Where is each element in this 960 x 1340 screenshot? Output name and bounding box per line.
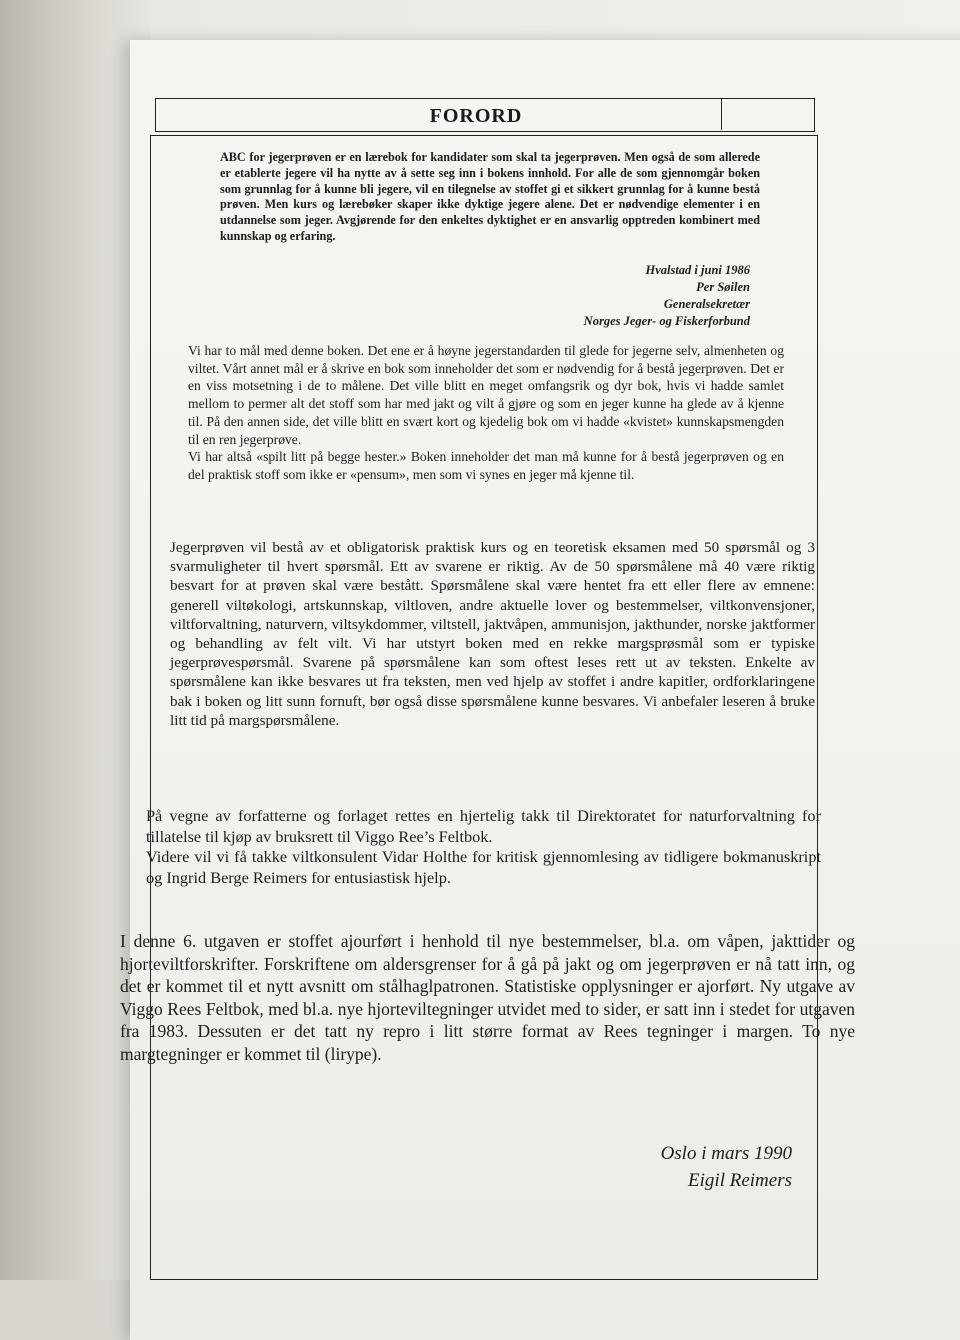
goals-section <box>188 342 784 484</box>
header-empty-cell <box>721 99 814 130</box>
signature-role: Generalsekretær <box>663 297 750 311</box>
exam-paragraph: Jegerprøven vil bestå av et obligatorisk praktisk kurs og en teoretisk eksamen med 50 spørsmål og 3 svarmuligheter til hvert spørsmål. Ett av svarene er riktig. Av de 50 spørsmålene må 40 være riktig besvart for at prøven skal være bestått. Spørsmålene skal være hentet fra ett eller flere av emnene: generell viltøkologi, artskunnskap, viltloven, andre aktuelle lover og bestemmelser, viltkonvensjoner, viltforvaltning, naturvern, viltsykdommer, viltstell, jaktvåpen, ammunisjon, jakthunder, norske jaktformer og behandling av felt vilt. Vi har utstyrt boken med en rekke margsprøsmål som er typiske jegerprøvespørsmål. Svarene på spørsmålene kan som oftest leses rett ut av teksten. Enkelte av spørsmålene kan ikke besvares ut fra teksten, men ved hjelp av stoffet i andre kapitler, ordforklaringene bak i boken og litt sunn fornuft, bør også disse spørsmålene kunne besvares. Vi anbefaler leseren å bruke litt tid på margspørsmålene. <box>170 539 815 729</box>
closing-name: Eigil Reimers <box>688 1170 792 1191</box>
closing-signature <box>560 1140 792 1194</box>
page-title: FORORD <box>429 105 523 127</box>
preface-signature <box>520 262 750 330</box>
edition-paragraph: I denne 6. utgaven er stoffet ajourført i henhold til nye bestemmelser, bl.a. om våpen, jakttider og hjorteviltforskrifter. Forskriftene om aldersgrenser for å gå på jakt og om jegerprøven er nå tatt inn, og det er kommet til et nytt avsnitt om stålhaglpatronen. Statistiske opplysninger er ajorført. Ny utgave av Viggo Rees Feltbok, med bl.a. nye hjorteviltegninger utvidet med to sider, er satt inn i stedet for utgaven fra 1983. Dessuten er det tatt ny repro i litt større format av Rees tegninger i margen. To nye margtegninger er kommet til (lirype). <box>120 931 855 1064</box>
header-box <box>155 98 815 132</box>
previous-page-edge <box>0 0 150 1280</box>
goals-paragraph-2: Vi har altså «spilt litt på begge hester.» Boken inneholder det man må kunne for å bestå jegerprøven og en del praktisk stoff som ikke er «pensum», men som vi synes en jeger må kjenne til. <box>188 449 784 482</box>
signature-name: Per Søilen <box>696 280 750 294</box>
signature-organization: Norges Jeger- og Fiskerforbund <box>583 314 750 328</box>
thanks-paragraph-2: Videre vil vi få takke viltkonsulent Vidar Holthe for kritisk gjennomlesing av tidligere bokmanuskript og Ingrid Berge Reimers for entusiastisk hjelp. <box>146 847 821 887</box>
goals-paragraph: Vi har to mål med denne boken. Det ene er å høyne jegerstandarden til glede for jegerne selv, almenheten og viltet. Vårt annet mål er å skrive en bok som inneholder det som er nødvendig for å bestå jegerprøven. Det er en viss motsetning i de to målene. Det ville blitt en meget omfangsrik og dyr bok, hvis vi hadde samlet mellom to permer alt det stoff som har med jakt og vilt å gjøre og som en jeger kunne ha glede av å kjenne til. På den annen side, det ville blitt en svært kort og kjedelig bok om vi hadde «kvistet» kunnskapsmengden til en ren jegerprøve. <box>188 343 784 447</box>
signature-place-date: Hvalstad i juni 1986 <box>645 263 750 277</box>
closing-place-date: Oslo i mars 1990 <box>660 1143 792 1164</box>
preface-paragraph: ABC for jegerprøven er en lærebok for kandidater som skal ta jegerprøven. Men også de som allerede er etablerte jegere vil ha nytte av å sette seg inn i bokens innhold. For alle de som gjennomgår boken som grunnlag for å kunne bli jegere, vil en tilegnelse av stoffet gi et sikkert grunnlag for å kunne bestå prøven. Men kurs og lærebøker skaper ikke dyktige jegere alene. Det er nødvendige elementer i en utdannelse som jeger. Avgjørende for den enkeltes dyktighet er en ansvarlig opptreden kombinert med kunnskap og erfaring. <box>220 150 760 243</box>
thanks-paragraph: På vegne av forfatterne og forlaget rettes en hjertelig takk til Direktoratet for naturforvaltning for tillatelse til kjøp av bruksrett til Viggo Ree’s Feltbok. <box>146 806 821 846</box>
thanks-section <box>146 806 821 888</box>
